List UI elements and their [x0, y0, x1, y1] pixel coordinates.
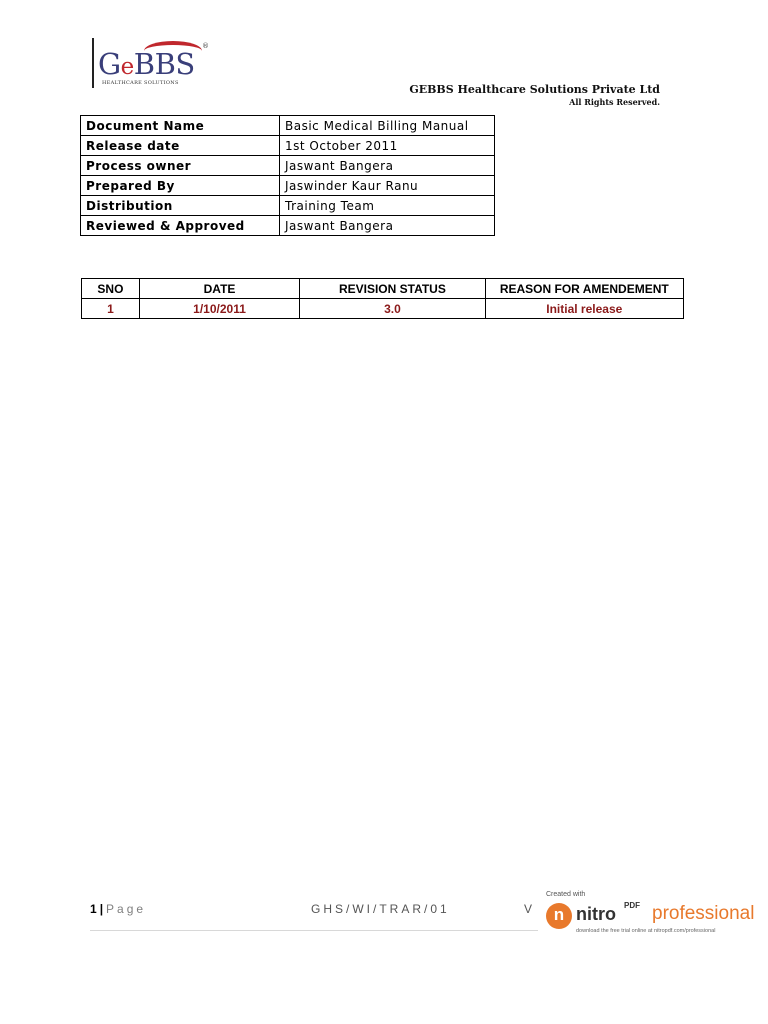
version-letter: V: [524, 902, 533, 916]
revision-cell: Initial release: [485, 299, 683, 319]
info-value: Training Team: [280, 196, 495, 216]
nitro-product: professional: [652, 903, 755, 924]
revision-header: REASON FOR AMENDEMENT: [485, 279, 683, 299]
revision-row: [82, 299, 684, 319]
info-label: Reviewed & Approved: [81, 216, 280, 236]
logo-divider: [92, 38, 94, 88]
info-row: [81, 136, 495, 156]
rights-notice: All Rights Reserved.: [569, 97, 660, 107]
info-value: Basic Medical Billing Manual: [280, 116, 495, 136]
revision-cell: 1: [82, 299, 140, 319]
revision-cell: 1/10/2011: [139, 299, 299, 319]
logo-wordmark: GeBBS: [98, 47, 195, 81]
info-label: Process owner: [81, 156, 280, 176]
nitro-download-text: download the free trial online at nitropdf.com/professional: [576, 928, 716, 934]
revision-header: SNO: [82, 279, 140, 299]
info-label: Distribution: [81, 196, 280, 216]
nitro-pdf-label: PDF: [624, 901, 640, 910]
info-row: [81, 156, 495, 176]
info-value: Jaswant Bangera: [280, 216, 495, 236]
info-row: [81, 116, 495, 136]
revision-table: [81, 278, 684, 319]
info-row: [81, 196, 495, 216]
revision-cell: 3.0: [300, 299, 485, 319]
info-label: Release date: [81, 136, 280, 156]
page-label: Page: [106, 902, 147, 916]
document-info-table: [80, 115, 495, 236]
page-separator: |: [99, 902, 104, 916]
nitro-brand: nitro: [576, 904, 616, 924]
info-value: Jaswant Bangera: [280, 156, 495, 176]
info-value: Jaswinder Kaur Ranu: [280, 176, 495, 196]
footer-rule: [90, 930, 538, 931]
revision-header: REVISION STATUS: [300, 279, 485, 299]
logo-tagline: HEALTHCARE SOLUTIONS: [102, 80, 179, 86]
info-label: Document Name: [81, 116, 280, 136]
info-row: [81, 176, 495, 196]
page-indicator: [90, 902, 146, 916]
page-number: 1: [90, 902, 97, 916]
info-label: Prepared By: [81, 176, 280, 196]
info-value: 1st October 2011: [280, 136, 495, 156]
nitro-watermark: [545, 890, 765, 940]
revision-header: DATE: [139, 279, 299, 299]
gebbs-logo: [92, 38, 212, 88]
document-code: GHS/WI/TRAR/01: [311, 902, 450, 916]
company-name: GEBBS Healthcare Solutions Private Ltd: [409, 83, 660, 96]
trademark-symbol: ®: [202, 42, 209, 50]
created-with-label: Created with: [546, 891, 586, 898]
info-row: [81, 216, 495, 236]
nitro-logo-icon: n: [546, 903, 572, 929]
